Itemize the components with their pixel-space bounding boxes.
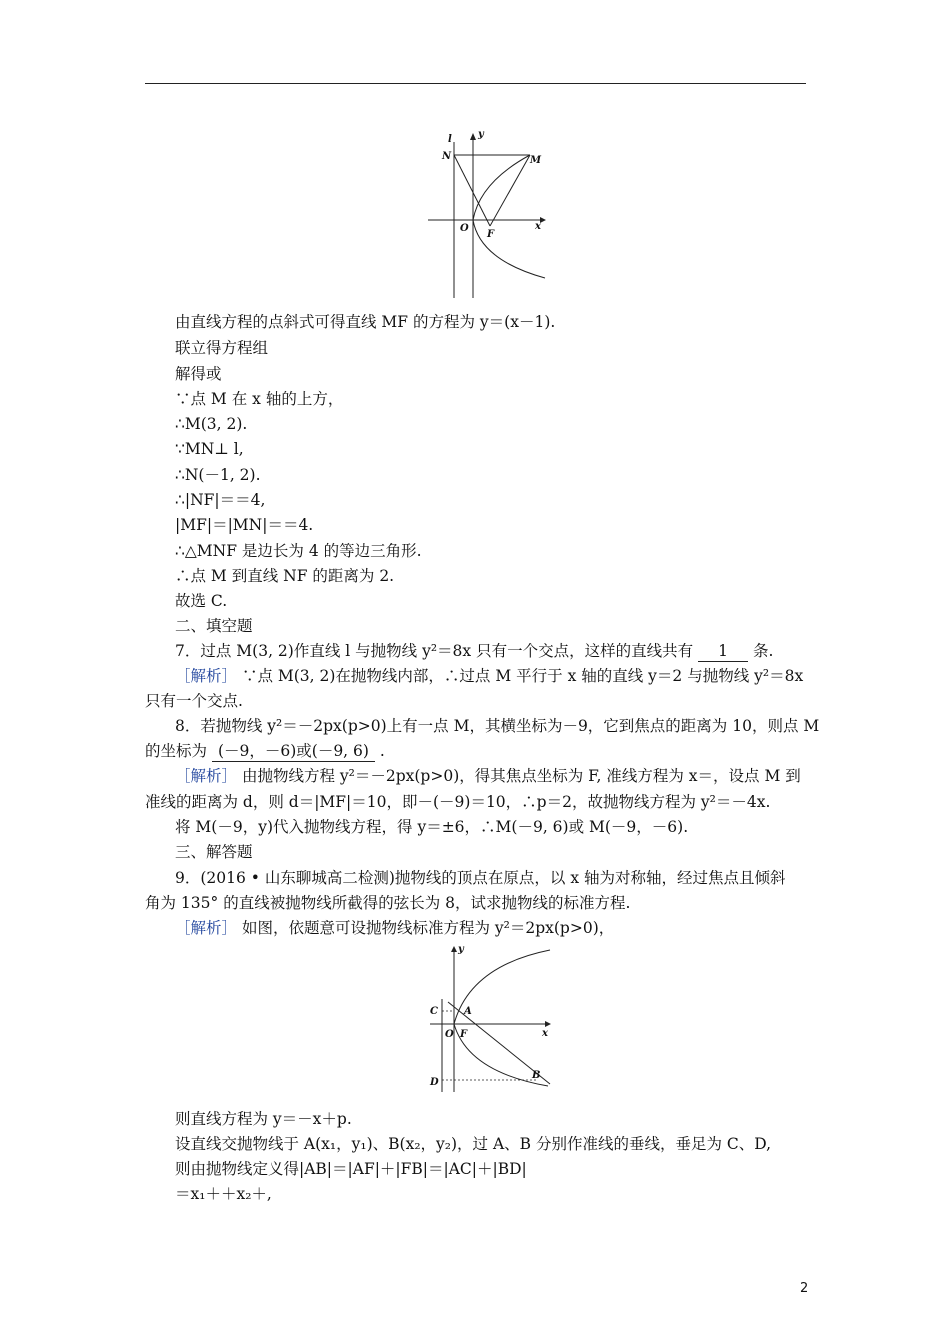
analysis-8-text: 由抛物线方程 y²＝－2px(p>0)，得其焦点坐标为 F, 准线方程为 x＝，设点 M 到 [241,767,801,785]
analysis-tag: ［解析］ [175,667,238,685]
question-7-text: 7．过点 M(3, 2)作直线 l 与抛物线 y²＝8x 只有一个交点，这样的直线共有 [175,642,694,660]
text-line: ∴|NF|＝＝4, [175,491,266,509]
label-n: N [442,151,452,162]
question-8-prefix: 的坐标为 [145,742,208,760]
text-line: ∵MN⊥ l, [175,440,244,458]
question-8: 8．若抛物线 y²＝－2px(p>0)上有一点 M，其横坐标为－9，它到焦点的距离为 10，则点 M [175,717,820,735]
answer-blank: (－9，－6)或(－9, 6) [212,741,375,762]
label-y: y [478,129,484,140]
text-line: 解得或 [175,365,222,383]
analysis-9 [175,918,614,938]
question-9: 9．(2016 • 山东聊城高二检测)抛物线的顶点在原点，以 x 轴为对称轴，经过焦点且倾斜 [175,869,786,887]
label-m: M [530,155,542,166]
analysis-7 [175,666,803,686]
figure-parabola-chord [420,944,560,1094]
label-x: x [542,1028,548,1039]
label-a: A [464,1006,472,1017]
text-line: 联立得方程组 [175,339,269,357]
text-line: ＝x₁＋＋x₂＋, [175,1185,272,1203]
question-8-cont [145,741,385,762]
label-b: B [532,1070,541,1081]
label-l: l [448,134,452,145]
analysis-tag: ［解析］ [175,767,238,785]
page-number: 2 [800,1281,809,1296]
text-line: ∴N(－1, 2). [175,466,261,484]
text-line: ∴M(3, 2). [175,415,248,433]
question-9-cont: 角为 135° 的直线被抛物线所截得的弦长为 8，试求抛物线的标准方程. [145,894,631,912]
section-heading: 三、解答题 [175,843,253,861]
analysis-tag: ［解析］ [175,919,238,937]
figure-parabola-mnf [420,128,550,300]
label-c: C [430,1006,438,1017]
label-f: F [487,229,495,240]
label-d: D [430,1077,439,1088]
section-heading: 二、填空题 [175,617,253,635]
question-8-suffix: . [379,742,385,760]
text-line: |MF|＝|MN|＝＝4. [175,516,314,534]
analysis-7-text: ∵点 M(3, 2)在抛物线内部，∴过点 M 平行于 x 轴的直线 y＝2 与抛物线 y²＝8x [241,667,804,685]
text-line: 由直线方程的点斜式可得直线 MF 的方程为 y＝(x－1). [175,313,556,331]
analysis-8 [175,766,801,786]
text-line: 只有一个交点. [145,692,243,710]
question-7 [175,641,773,662]
label-y: y [458,944,464,955]
label-f: F [460,1029,468,1040]
text-line: 则直线方程为 y＝－x＋p. [175,1110,352,1128]
label-o: O [460,223,469,234]
text-line: ∵点 M 在 x 轴的上方， [175,390,344,408]
text-line: 将 M(－9，y)代入抛物线方程，得 y＝±6，∴M(－9, 6)或 M(－9，－6). [175,818,689,836]
question-7-suffix: 条. [752,642,774,660]
text-line: 设直线交抛物线于 A(x₁，y₁)、B(x₂，y₂)，过 A、B 分别作准线的垂线，垂足为 C、D, [175,1135,772,1153]
text-line: 准线的距离为 d，则 d＝|MF|＝10，即－(－9)＝10，∴p＝2，故抛物线方程为 y²＝－4x. [145,793,771,811]
text-line: 则由抛物线定义得|AB|＝|AF|＋|FB|＝|AC|＋|BD| [175,1160,527,1178]
header-rule [145,83,806,84]
label-x: x [535,221,541,232]
text-line: ∴点 M 到直线 NF 的距离为 2. [175,567,395,585]
text-line: 故选 C. [175,592,228,610]
analysis-9-text: 如图，依题意可设抛物线标准方程为 y²＝2px(p>0)， [241,919,615,937]
text-line: ∴△MNF 是边长为 4 的等边三角形. [175,542,422,560]
answer-blank: 1 [698,641,748,662]
label-o: O [445,1029,454,1040]
